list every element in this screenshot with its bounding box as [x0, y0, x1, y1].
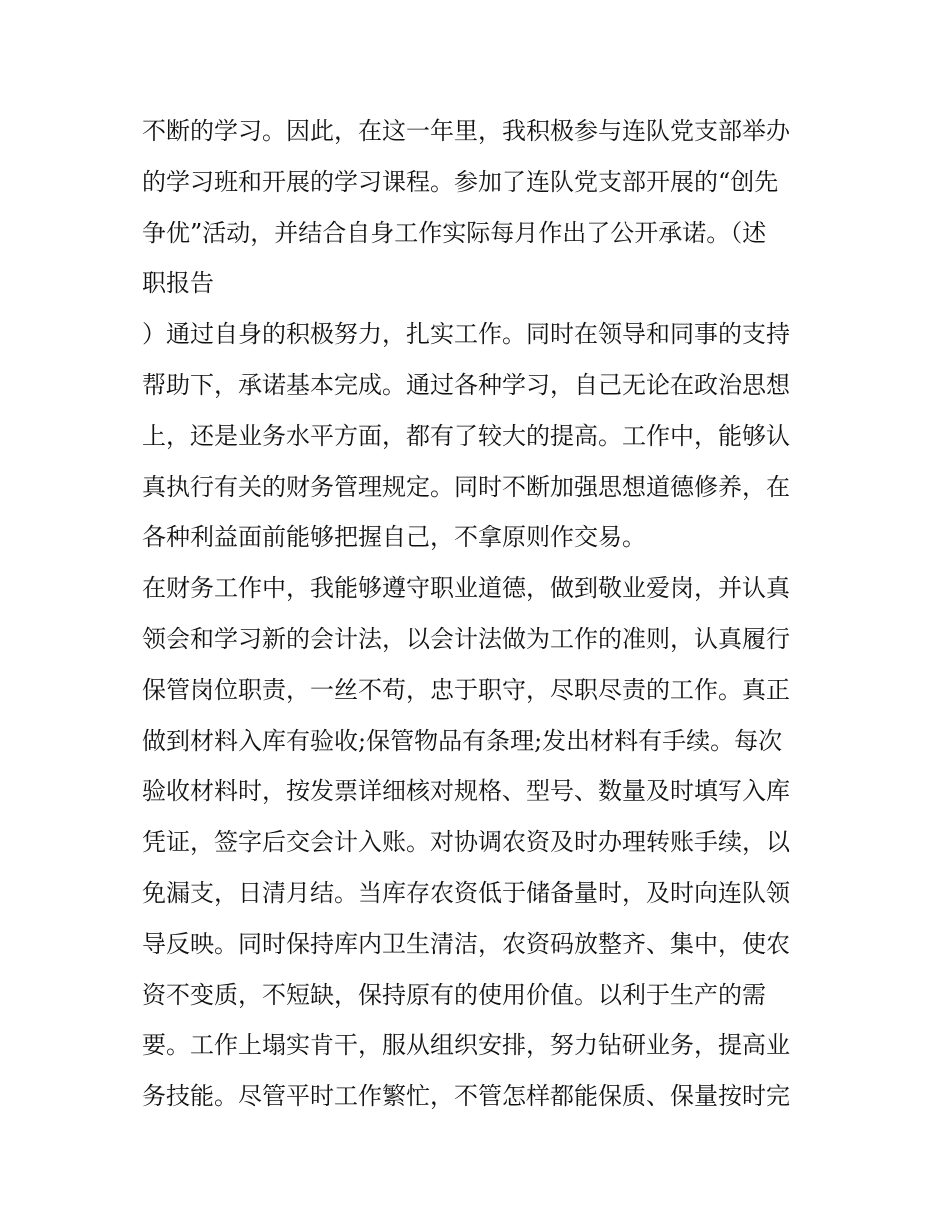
text-line: 在财务工作中，我能够遵守职业道德，做到敬业爱岗，并认真	[142, 574, 790, 603]
text-line: ）通过自身的积极努力，扎实工作。同时在领导和同事的支持	[142, 320, 790, 349]
text-line: 的学习班和开展的学习课程。参加了连队党支部开展的“创先	[142, 167, 779, 196]
text-line: 争优”活动，并结合自身工作实际每月作出了公开承诺。（述	[142, 218, 767, 247]
text-line: 上，还是业务水平方面，都有了较大的提高。工作中，能够认	[142, 421, 790, 450]
text-line: 保管岗位职责，一丝不苟，忠于职守，尽职尽责的工作。真正	[142, 675, 790, 704]
text-line: 帮助下，承诺基本完成。通过各种学习，自己无论在政治思想	[142, 370, 790, 399]
text-line: 验收材料时，按发票详细核对规格、型号、数量及时填写入库	[142, 777, 790, 806]
text-line: 免漏支，日清月结。当库存农资低于储备量时，及时向连队领	[142, 878, 790, 907]
text-line: 职报告	[142, 269, 214, 298]
text-line: 做到材料入库有验收;保管物品有条理;发出材料有手续。每次	[142, 726, 783, 755]
text-line: 不断的学习。因此，在这一年里，我积极参与连队党支部举办	[142, 117, 790, 145]
text-line: 各种利益面前能够把握自己，不拿原则作交易。	[142, 523, 646, 552]
text-line: 凭证，签字后交会计入账。对协调农资及时办理转账手续，以	[142, 828, 790, 857]
text-line: 务技能。尽管平时工作繁忙，不管怎样都能保质、保量按时完	[142, 1082, 790, 1111]
text-line: 真执行有关的财务管理规定。同时不断加强思想道德修养，在	[142, 472, 790, 501]
text-line: 导反映。同时保持库内卫生清洁，农资码放整齐、集中，使农	[142, 929, 790, 958]
text-line: 要。工作上塌实肯干，服从组织安排，努力钻研业务，提高业	[142, 1031, 790, 1060]
text-line: 领会和学习新的会计法，以会计法做为工作的准则，认真履行	[142, 624, 790, 653]
body-text	[142, 106, 822, 1122]
text-line: 资不变质，不短缺，保持原有的使用价值。以利于生产的需	[142, 980, 766, 1009]
